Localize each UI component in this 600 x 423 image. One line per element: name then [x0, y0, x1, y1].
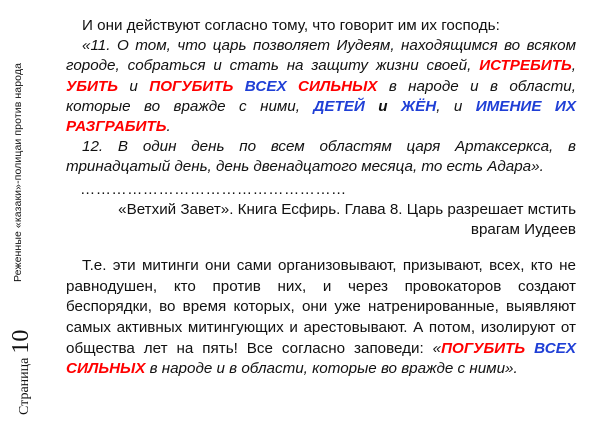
word-istrebit: ИСТРЕБИТЬ — [479, 57, 572, 75]
verse-12: 12. В один день по всем областям царя Артаксеркса, в тринадцатый день, день двенадцатого месяца, то есть Адара». — [66, 138, 576, 176]
comma: , — [571, 57, 576, 75]
quote-open: « — [432, 339, 442, 357]
conj-and: и — [129, 77, 138, 95]
side-margin — [6, 0, 42, 423]
verse-11-middle: в народе и в области, которые во вражде с ними, — [66, 77, 576, 115]
word-ubit: УБИТЬ — [66, 77, 118, 95]
quote-intro — [66, 16, 576, 36]
word-ih: ИХ — [554, 97, 576, 115]
commentary-paragraph — [66, 256, 576, 380]
word-silnyh: СИЛЬНЫХ — [298, 77, 378, 95]
intro-text: И они действуют согласно тому, что говорит им их господь: — [82, 17, 500, 34]
page-number-label — [8, 330, 35, 415]
ellipsis-line: …………………………………………… — [80, 180, 347, 198]
commentary-tail: в народе и в области, которые во вражде с ними». — [149, 360, 518, 378]
body-word-vseh: ВСЕХ — [534, 339, 576, 357]
word-vseh: ВСЕХ — [244, 77, 287, 95]
body-word-pogubit: ПОГУБИТЬ — [441, 339, 526, 357]
word-detey: ДЕТЕЙ — [313, 97, 365, 115]
commentary-text: Т.е. эти митинги они сами организовывают, призывают, всех, кто не равнодушен, кто против них, и через провокаторов создают беспорядки, во время которых, они уже натренированные, выявляют самых активных митингующих и арестовывают. А потом, изолируют от общества лет на пять! Все согласно заповеди: — [66, 257, 576, 357]
word-zhen: ЖЁН — [401, 97, 437, 115]
page-word: Страница — [17, 357, 32, 415]
quote-source: «Ветхий Завет». Книга Есфирь. Глава 8. Царь разрешает мстить врагам Иудеев — [118, 200, 576, 239]
body-word-silnyh: СИЛЬНЫХ — [66, 360, 146, 378]
period: . — [166, 118, 171, 136]
conj-and-2: , и — [436, 97, 463, 115]
document-body — [66, 16, 576, 380]
page-number: 10 — [8, 329, 34, 354]
verse-11 — [66, 36, 576, 137]
word-razgrabit: РАЗГРАБИТЬ — [66, 118, 167, 136]
running-header: Реженные «казаки»-полицаи против народа — [12, 62, 24, 282]
word-i: и — [378, 97, 388, 115]
word-imenie: ИМЕНИЕ — [475, 97, 542, 115]
verse-11-lead: «11. О том, что царь позволяет Иудеям, находящимся во всяком городе, собраться и стать на защиту жизни своей, — [66, 37, 576, 75]
word-pogubit: ПОГУБИТЬ — [149, 77, 234, 95]
